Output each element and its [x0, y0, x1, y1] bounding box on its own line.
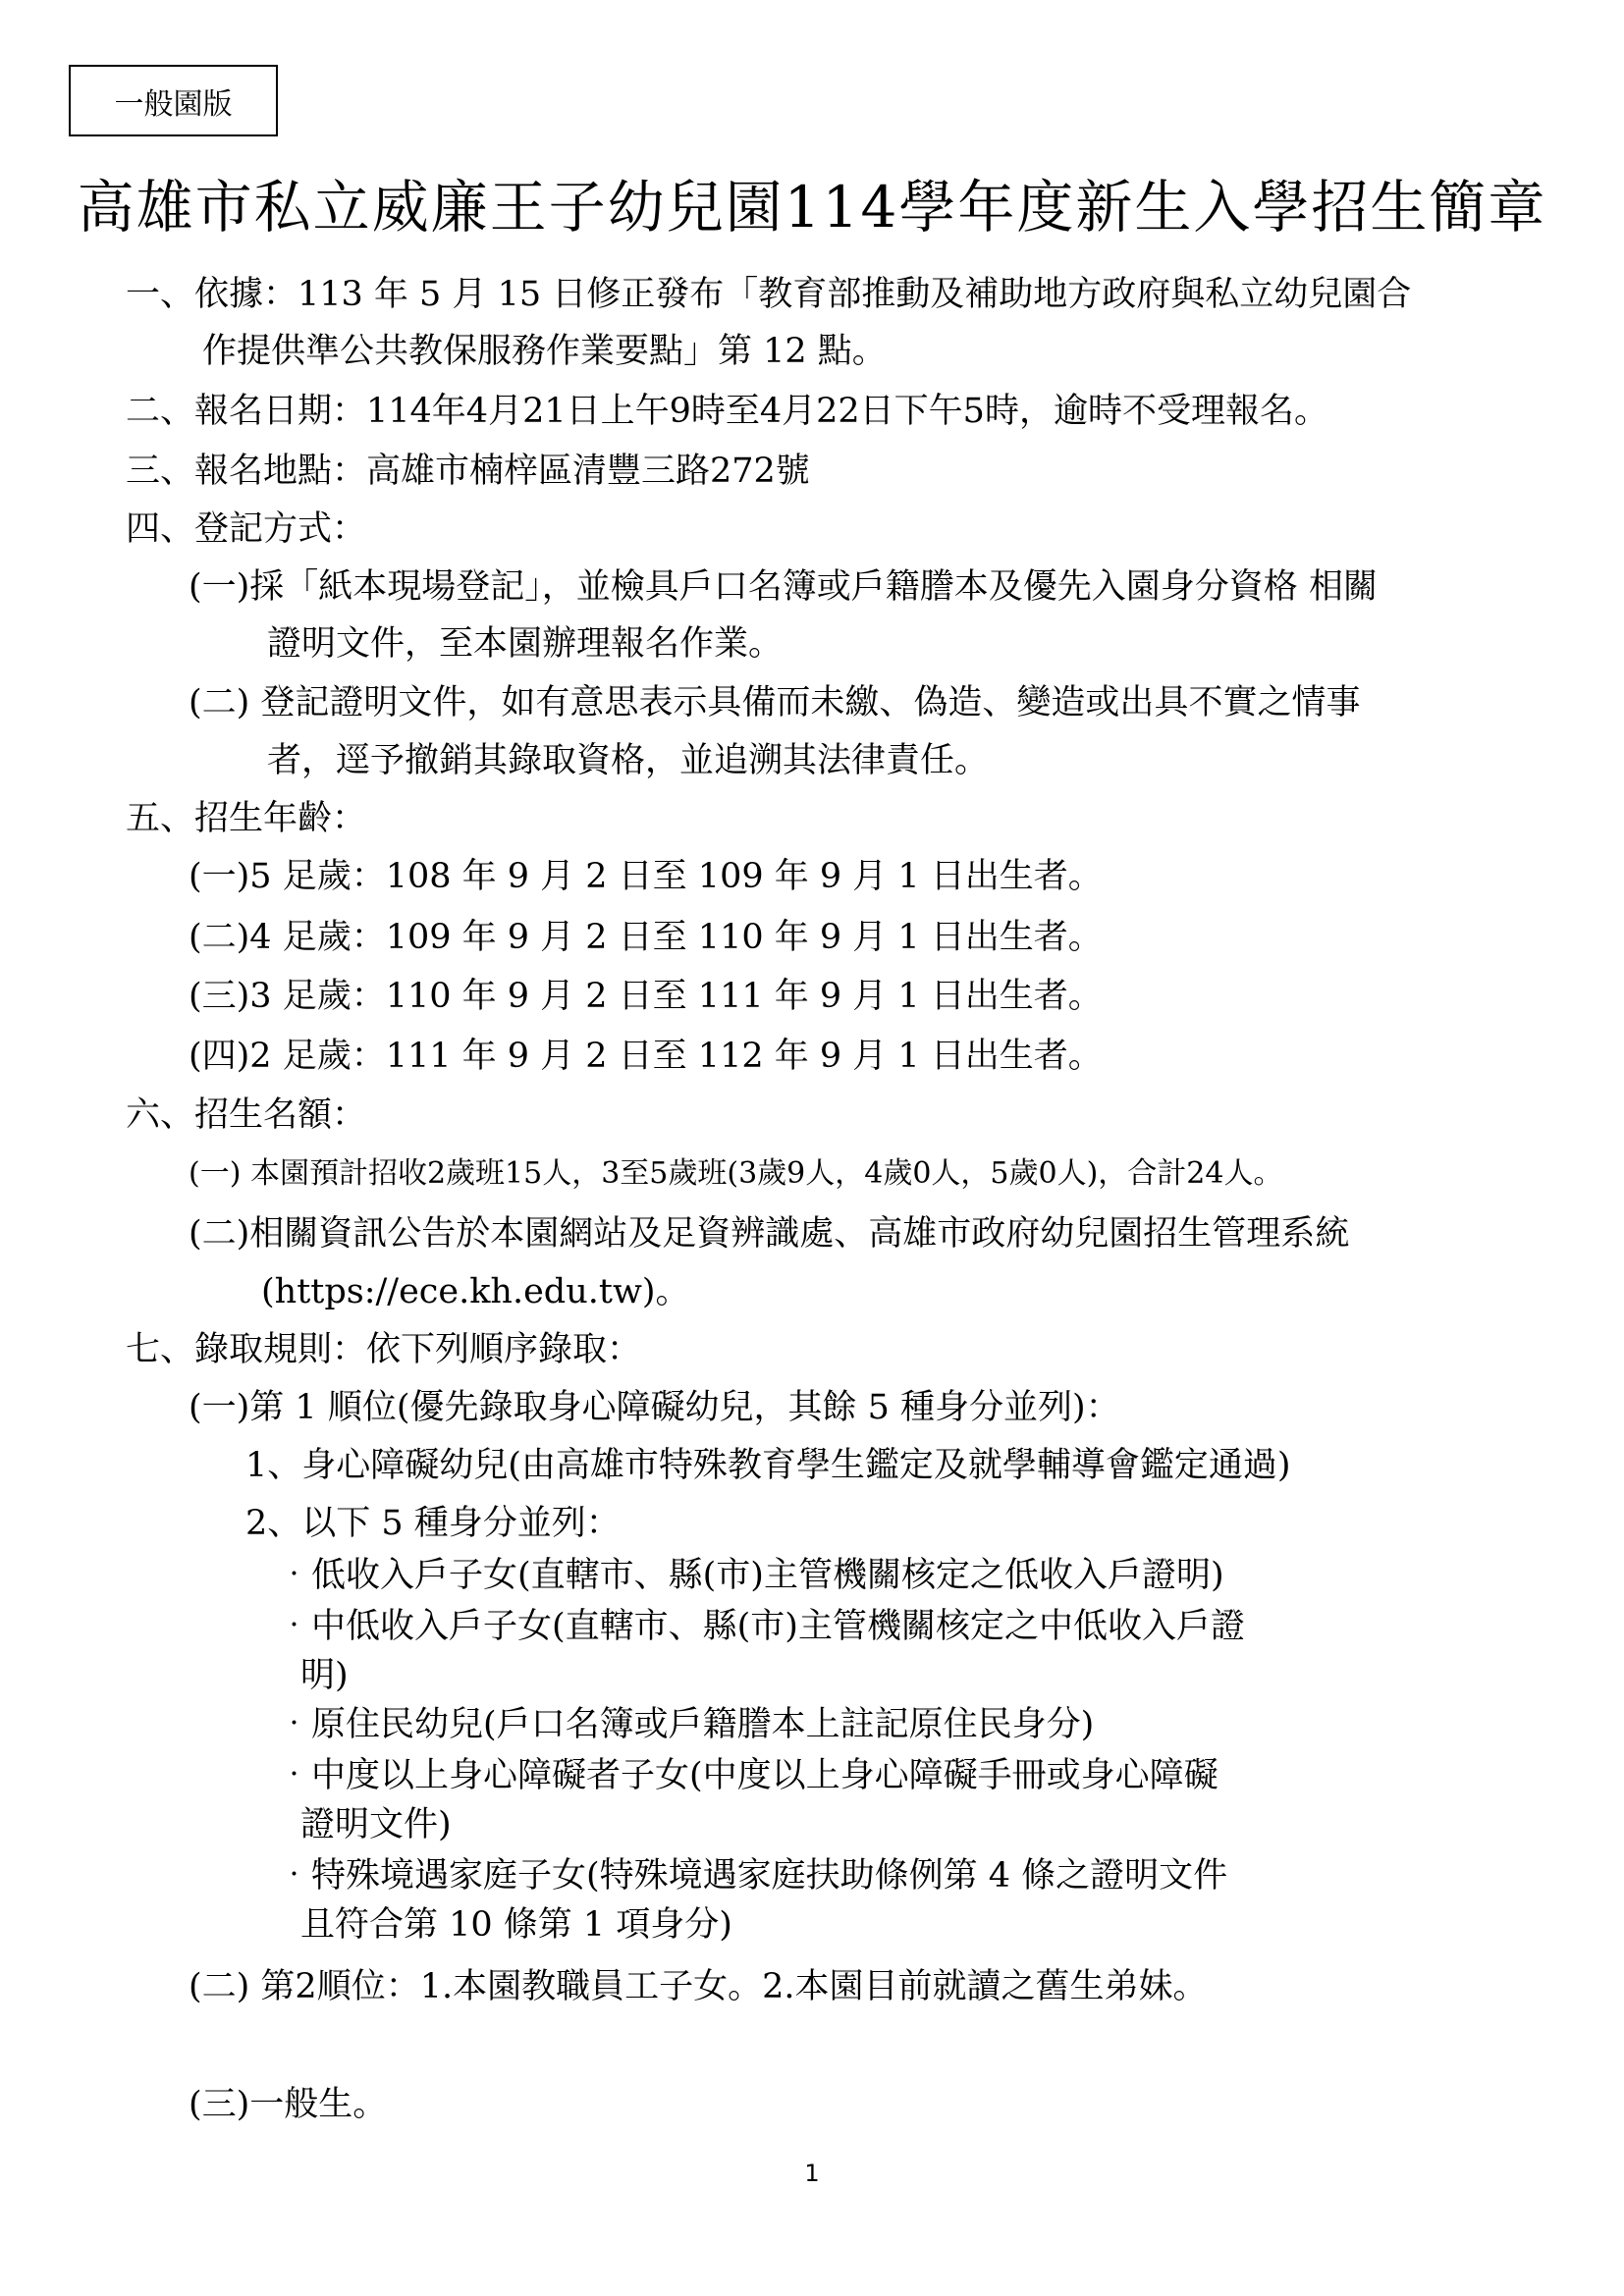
section-4-item-2: (二) 登記證明文件，如有意思表示具備而未繳、偽造、變造或出具不實之情事 — [189, 683, 1361, 722]
edition-label-box: 一般園版 — [69, 65, 278, 136]
section-5-item-3: (三)3 足歲：110 年 9 月 2 日至 111 年 9 月 1 日出生者。 — [189, 977, 1103, 1016]
section-6-item-2: (二)相關資訊公告於本園網站及足資辨識處、高雄市政府幼兒園招生管理系統 — [189, 1214, 1350, 1254]
section-7-bullet-special-family-cont: 且符合第 10 條第 1 項身分) — [300, 1905, 732, 1945]
section-4-item-1-cont: 證明文件，至本園辦理報名作業。 — [267, 624, 784, 664]
section-5-item-2: (二)4 足歲：109 年 9 月 2 日至 110 年 9 月 1 日出生者。 — [189, 918, 1103, 957]
section-7-bullet-mid-low-income: ‧中低收入戶子女(直轄市、縣(市)主管機關核定之中低收入戶證 — [277, 1607, 1245, 1646]
section-3-registration-location: 三、報名地點：高雄市楠梓區清豐三路272號 — [126, 452, 810, 491]
section-5-item-4: (四)2 足歲：111 年 9 月 2 日至 112 年 9 月 1 日出生者。 — [189, 1037, 1103, 1076]
section-4-item-2-cont: 者，逕予撤銷其錄取資格，並追溯其法律責任。 — [267, 741, 990, 780]
section-7-item-1-sub-1: 1、身心障礙幼兒(由高雄市特殊教育學生鑑定及就學輔導會鑑定通過) — [245, 1446, 1291, 1485]
section-6-item-1: (一) 本園預計招收2歲班15人，3至5歲班(3歲9人，4歲0人，5歲0人)，合計24人。 — [189, 1156, 1283, 1191]
section-4-item-1: (一)採「紙本現場登記」，並檢具戶口名簿或戶籍謄本及優先入園身分資格 相關 — [189, 567, 1378, 607]
section-2-registration-date: 二、報名日期：114年4月21日上午9時至4月22日下午5時，逾時不受理報名。 — [126, 392, 1328, 431]
section-1-basis: 一、依據：113 年 5 月 15 日修正發布「教育部推動及補助地方政府與私立幼兒園合 — [126, 275, 1412, 314]
document-title: 高雄市私立威廉王子幼兒園114學年度新生入學招生簡章 — [77, 174, 1547, 240]
page-number: 1 — [804, 2160, 820, 2187]
section-5-heading: 五、招生年齡： — [126, 799, 367, 838]
section-7-bullet-disability-parent-cont: 證明文件) — [300, 1805, 452, 1844]
section-7-item-3: (三)一般生。 — [189, 2085, 388, 2124]
section-4-heading: 四、登記方式： — [126, 509, 367, 549]
section-6-item-2-url: (https://ece.kh.edu.tw)。 — [261, 1272, 690, 1311]
section-5-item-1: (一)5 足歲：108 年 9 月 2 日至 109 年 9 月 1 日出生者。 — [189, 857, 1103, 896]
section-6-heading: 六、招生名額： — [126, 1095, 367, 1135]
section-7-bullet-low-income: ‧低收入戶子女(直轄市、縣(市)主管機關核定之低收入戶證明) — [277, 1556, 1224, 1595]
section-7-item-2: (二) 第2順位：1.本園教職員工子女。2.本園目前就讀之舊生弟妹。 — [189, 1967, 1208, 2006]
section-7-bullet-disability-parent: ‧中度以上身心障礙者子女(中度以上身心障礙手冊或身心障礙 — [277, 1756, 1218, 1795]
section-7-item-1: (一)第 1 順位(優先錄取身心障礙幼兒，其餘 5 種身分並列)： — [189, 1388, 1120, 1427]
section-7-heading: 七、錄取規則：依下列順序錄取： — [126, 1330, 642, 1369]
section-7-item-1-sub-2: 2、以下 5 種身分並列： — [245, 1504, 621, 1543]
section-7-bullet-mid-low-income-cont: 明) — [300, 1656, 349, 1695]
section-1-basis-cont: 作提供準公共教保服務作業要點」第 12 點。 — [202, 332, 887, 371]
section-7-bullet-special-family: ‧特殊境遇家庭子女(特殊境遇家庭扶助條例第 4 條之證明文件 — [277, 1856, 1228, 1896]
section-7-bullet-indigenous: ‧原住民幼兒(戶口名簿或戶籍謄本上註記原住民身分) — [277, 1705, 1095, 1744]
